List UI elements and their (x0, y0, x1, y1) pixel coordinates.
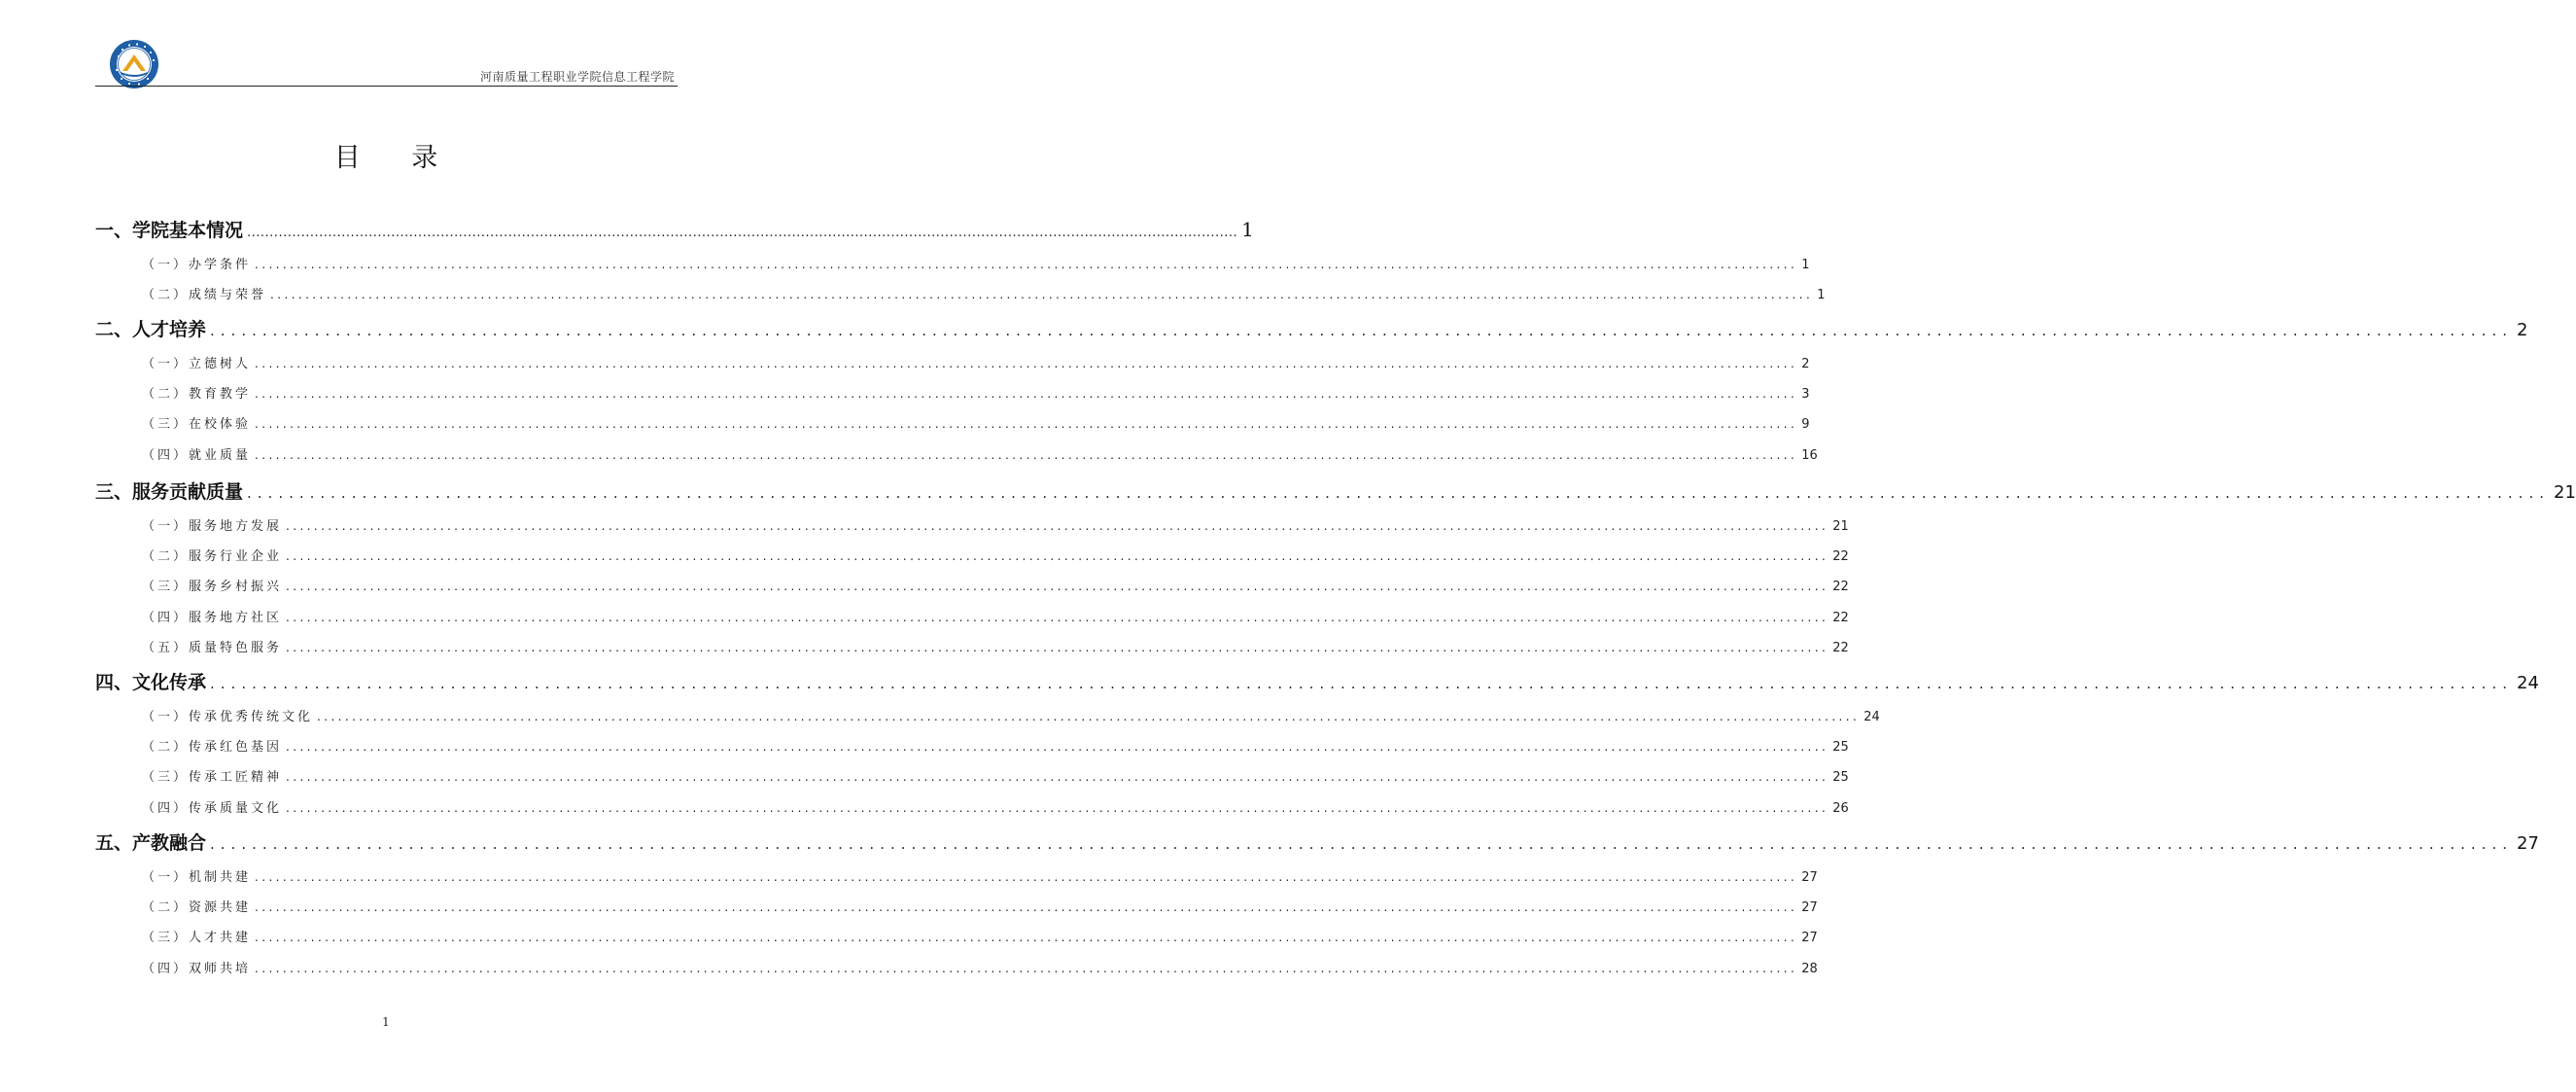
toc-leader-dots: ............................................................................................................................................................................................................................ (255, 900, 1798, 914)
toc-subsection-label: （四）双师共培 (142, 962, 252, 976)
toc-subsection-entry[interactable] (142, 607, 1849, 626)
toc-subsection-label: （四）就业质量 (142, 448, 252, 463)
toc-subsection-entry[interactable] (142, 897, 1818, 916)
toc-subsection-label: （二）教育教学 (142, 387, 252, 402)
toc-subsection-page: 21 (1832, 519, 1849, 534)
toc-subsection-label: （二）服务行业企业 (142, 549, 283, 564)
toc-subsection-page: 25 (1832, 740, 1849, 755)
toc-section-page: 24 (2517, 673, 2539, 693)
toc-section-label: 五、产教融合 (95, 832, 207, 854)
toc-subsection-page: 9 (1801, 417, 1810, 432)
toc-section-page: 2 (2517, 320, 2528, 340)
toc-subsection-label: （一）机制共建 (142, 870, 252, 885)
toc-section-entry[interactable] (95, 216, 1254, 245)
toc-subsection-entry[interactable] (142, 927, 1818, 946)
toc-subsection-label: （二）成绩与荣誉 (142, 288, 267, 302)
toc-section-page: 27 (2517, 833, 2539, 854)
toc-leader-dots: ............................................................................................................................................................................................................................ (210, 675, 2513, 692)
toc-section-label: 四、文化传承 (95, 672, 207, 693)
toc-leader-dots: ............................................................................................................................................................................................................................ (286, 519, 1829, 533)
toc-subsection-entry[interactable] (142, 766, 1849, 786)
toc-subsection-entry[interactable] (142, 866, 1818, 886)
toc-leader-dots: ............................................................................................................................................................................................................................ (255, 357, 1798, 370)
toc-subsection-entry[interactable] (142, 515, 1849, 535)
toc-title: 目 录 (333, 143, 460, 173)
toc-subsection-entry[interactable] (142, 637, 1849, 656)
toc-subsection-entry[interactable] (142, 413, 1810, 433)
toc-leader-dots: ............................................................................................................................................................................................................................ (255, 417, 1798, 431)
toc-leader-dots: ............................................................................................................................................................................................................................ (255, 258, 1798, 271)
toc-section-label: 一、学院基本情况 (95, 220, 244, 241)
toc-section-label: 二、人才培养 (95, 319, 207, 340)
toc-leader-dots: ............................................................................................................................................................................................................................ (255, 931, 1798, 944)
toc-subsection-page: 27 (1801, 900, 1818, 915)
toc-subsection-entry[interactable] (142, 576, 1849, 595)
toc-subsection-page: 27 (1801, 870, 1818, 885)
toc-leader-dots: ............................................................................................................................................................................................................................ (286, 770, 1829, 784)
toc-leader-dots: ............................................................................................................................................................................................................................ (255, 962, 1798, 975)
toc-section-entry[interactable] (95, 315, 2528, 344)
toc-subsection-label: （三）传承工匠精神 (142, 770, 283, 785)
toc-subsection-entry[interactable] (142, 353, 1810, 372)
toc-leader-dots: ............................................................................................................................................................................................................................ (270, 288, 1814, 301)
toc-subsection-entry[interactable] (142, 706, 1880, 725)
toc-section-entry[interactable] (95, 477, 2576, 507)
college-logo (109, 39, 159, 89)
toc-section-entry[interactable] (95, 668, 2539, 697)
header-title: 河南质量工程职业学院信息工程学院 (479, 70, 675, 84)
toc-leader-dots: ............................................................................................................................................................................................................................ (210, 835, 2513, 853)
toc-leader-dots: ............................................................................................................................................................................................................................ (255, 387, 1798, 401)
toc-subsection-entry[interactable] (142, 383, 1810, 403)
toc-leader-dots: ............................................................................................................................................................................................................................ (317, 710, 1861, 723)
toc-section-entry[interactable] (95, 828, 2539, 858)
toc-subsection-page: 22 (1832, 580, 1849, 594)
toc-leader-dots: ............................................................................................................................................................................................................................ (286, 611, 1829, 624)
toc-leader-dots: ............................................................................................................................................................................................................................ (210, 322, 2513, 339)
toc-leader-dots: ............................................................................................................................................................................................................................ (286, 549, 1829, 563)
toc-subsection-label: （五）质量特色服务 (142, 641, 283, 655)
toc-subsection-page: 1 (1801, 258, 1810, 272)
toc-subsection-entry[interactable] (142, 254, 1810, 273)
toc-section-page: 21 (2554, 482, 2576, 503)
toc-leader-dots: ............................................................................................................................................................................................................................ (247, 484, 2550, 502)
college-seal-icon (109, 39, 159, 89)
toc-subsection-page: 22 (1832, 641, 1849, 655)
toc-subsection-page: 27 (1801, 931, 1818, 945)
toc-section-label: 三、服务贡献质量 (95, 481, 244, 503)
toc-subsection-entry[interactable] (142, 736, 1849, 756)
toc-subsection-page: 26 (1832, 801, 1849, 816)
toc-leader-dots: ............................................................................................................................................................................................................................ (286, 740, 1829, 754)
toc-subsection-page: 3 (1801, 387, 1810, 402)
page-number: 1 (382, 1015, 390, 1029)
toc-subsection-label: （四）服务地方社区 (142, 611, 283, 625)
toc-subsection-label: （一）传承优秀传统文化 (142, 710, 314, 724)
toc-subsection-page: 24 (1863, 710, 1880, 724)
toc-subsection-label: （四）传承质量文化 (142, 801, 283, 816)
toc-subsection-entry[interactable] (142, 958, 1818, 977)
toc-leader-dots: ............................................................................................................................................................................................................................ (286, 580, 1829, 593)
toc-subsection-page: 1 (1817, 288, 1826, 302)
toc-leader-dots: ............................................................................................................................................................................................................................ (286, 801, 1829, 815)
toc-subsection-label: （一）服务地方发展 (142, 519, 283, 534)
toc-leader-dots: ............................................................................................................................................................................................................................ (286, 641, 1829, 654)
header-divider (95, 86, 678, 87)
toc-subsection-entry[interactable] (142, 444, 1818, 464)
toc-subsection-label: （三）服务乡村振兴 (142, 580, 283, 594)
toc-subsection-label: （三）人才共建 (142, 931, 252, 945)
toc-subsection-entry[interactable] (142, 284, 1826, 303)
toc-subsection-entry[interactable] (142, 797, 1849, 817)
toc-leader-dots: ............................................................................................................................................................................................................................ (255, 870, 1798, 884)
toc-subsection-page: 2 (1801, 357, 1810, 371)
toc-subsection-label: （一）办学条件 (142, 258, 252, 272)
toc-subsection-label: （一）立德树人 (142, 357, 252, 371)
toc-subsection-page: 25 (1832, 770, 1849, 785)
toc-subsection-page: 28 (1801, 962, 1818, 976)
toc-subsection-page: 22 (1832, 549, 1849, 564)
toc-leader-dots: ............................................................................................................................................................................................................................ (255, 448, 1798, 462)
toc-subsection-page: 22 (1832, 611, 1849, 625)
toc-section-page: 1 (1241, 218, 1254, 241)
toc-subsection-page: 16 (1801, 448, 1818, 463)
toc-subsection-label: （二）资源共建 (142, 900, 252, 915)
toc-subsection-entry[interactable] (142, 546, 1849, 565)
toc-leader-dots: ............................................................................................................................................................................................................................ (247, 226, 1238, 240)
toc-subsection-label: （三）在校体验 (142, 417, 252, 432)
page-header (0, 0, 772, 97)
toc-subsection-label: （二）传承红色基因 (142, 740, 283, 755)
